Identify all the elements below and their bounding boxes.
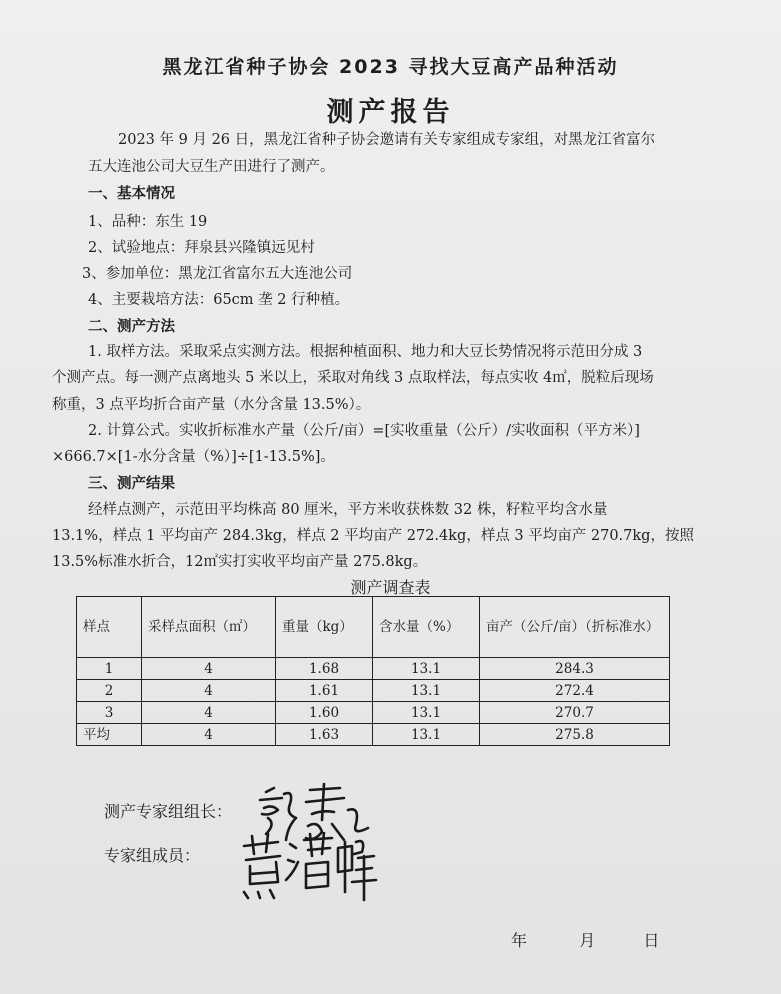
header-cell-yield: 亩产（公斤/亩）（折标准水）: [480, 597, 670, 658]
member-signature: [238, 832, 378, 904]
table-row-average: [77, 724, 670, 746]
result-line-3: 13.5%标准水折合，12㎡实打实收平均亩产量 275.8kg。: [52, 554, 428, 570]
table-title: 测产调查表: [350, 578, 431, 597]
result-line-2: 13.1%，样点 1 平均亩产 284.3kg，样点 2 平均亩产 272.4kg，样点 3 平均亩产 270.7kg，按照: [52, 528, 694, 544]
yield-survey-table: [76, 596, 670, 746]
method-p1-line-1: 1. 取样方法。采取采点实测方法。根据种植面积、地力和大豆长势情况将示范田分成 3: [88, 344, 643, 360]
date-month: 月: [579, 931, 596, 950]
cell-yield: 275.8: [480, 724, 670, 746]
cell-weight: 1.61: [276, 680, 373, 702]
cell-sample: 3: [77, 702, 142, 724]
method-p2-line-2: ×666.7×[1-水分含量（%）]÷[1-13.5%]。: [52, 449, 335, 465]
table-row: [77, 680, 670, 702]
method-p2-line-1: 2. 计算公式。实收折标准水产量（公斤/亩）=[实收重量（公斤）/实收面积（平方米）]: [88, 423, 640, 439]
cell-yield: 270.7: [480, 702, 670, 724]
table-row: [77, 658, 670, 680]
members-label: 专家组成员：: [104, 846, 201, 865]
cell-weight: 1.68: [276, 658, 373, 680]
table-row: [77, 702, 670, 724]
section-basic-heading: 一、基本情况: [88, 185, 175, 202]
section-result-heading: 三、测产结果: [88, 475, 175, 492]
header-cell-area: 采样点面积（㎡）: [142, 597, 276, 658]
method-p1-line-3: 称重，3 点平均折合亩产量（水分含量 13.5%）。: [52, 397, 371, 413]
header-cell-moisture: 含水量（%）: [373, 597, 480, 658]
result-line-1: 经样点测产，示范田平均株高 80 厘米，平方米收获株数 32 株，籽粒平均含水量: [88, 502, 608, 518]
cell-area: 4: [142, 658, 276, 680]
cell-moisture: 13.1: [373, 658, 480, 680]
cell-moisture: 13.1: [373, 680, 480, 702]
method-p1-line-2: 个测产点。每一测产点离地头 5 米以上，采取对角线 3 点取样法，每点实收 4㎡，脱粒后现场: [52, 370, 654, 386]
basic-item-variety: 1、品种：东生 19: [88, 214, 208, 230]
header-cell-weight: 重量（kg）: [276, 597, 373, 658]
basic-item-method: 4、主要栽培方法：65cm 垄 2 行种植。: [88, 292, 350, 308]
cell-moisture: 13.1: [373, 702, 480, 724]
cell-area: 4: [142, 702, 276, 724]
leader-label: 测产专家组组长：: [104, 802, 233, 821]
cell-sample: 平均: [77, 724, 142, 746]
basic-item-location: 2、试验地点：拜泉县兴隆镇远见村: [88, 240, 315, 256]
intro-line-2: 五大连池公司大豆生产田进行了测产。: [88, 159, 335, 175]
intro-line-1: 2023 年 9 月 26 日，黑龙江省种子协会邀请有关专家组成专家组，对黑龙江省富尔: [118, 132, 656, 148]
cell-yield: 272.4: [480, 680, 670, 702]
cell-sample: 2: [77, 680, 142, 702]
report-org-title: 黑龙江省种子协会 2023 寻找大豆高产品种活动: [162, 56, 619, 78]
cell-moisture: 13.1: [373, 724, 480, 746]
table-header-row: [77, 597, 670, 658]
cell-yield: 284.3: [480, 658, 670, 680]
report-title: 测产报告: [326, 97, 455, 128]
cell-area: 4: [142, 724, 276, 746]
section-method-heading: 二、测产方法: [88, 318, 175, 335]
date-line: [511, 928, 659, 951]
header-cell-sample: 样点: [77, 597, 142, 658]
cell-area: 4: [142, 680, 276, 702]
cell-weight: 1.63: [276, 724, 373, 746]
cell-weight: 1.60: [276, 702, 373, 724]
date-year: 年: [511, 931, 528, 950]
basic-item-unit: 3、参加单位：黑龙江省富尔五大连池公司: [82, 266, 353, 282]
cell-sample: 1: [77, 658, 142, 680]
date-day: 日: [643, 931, 660, 950]
